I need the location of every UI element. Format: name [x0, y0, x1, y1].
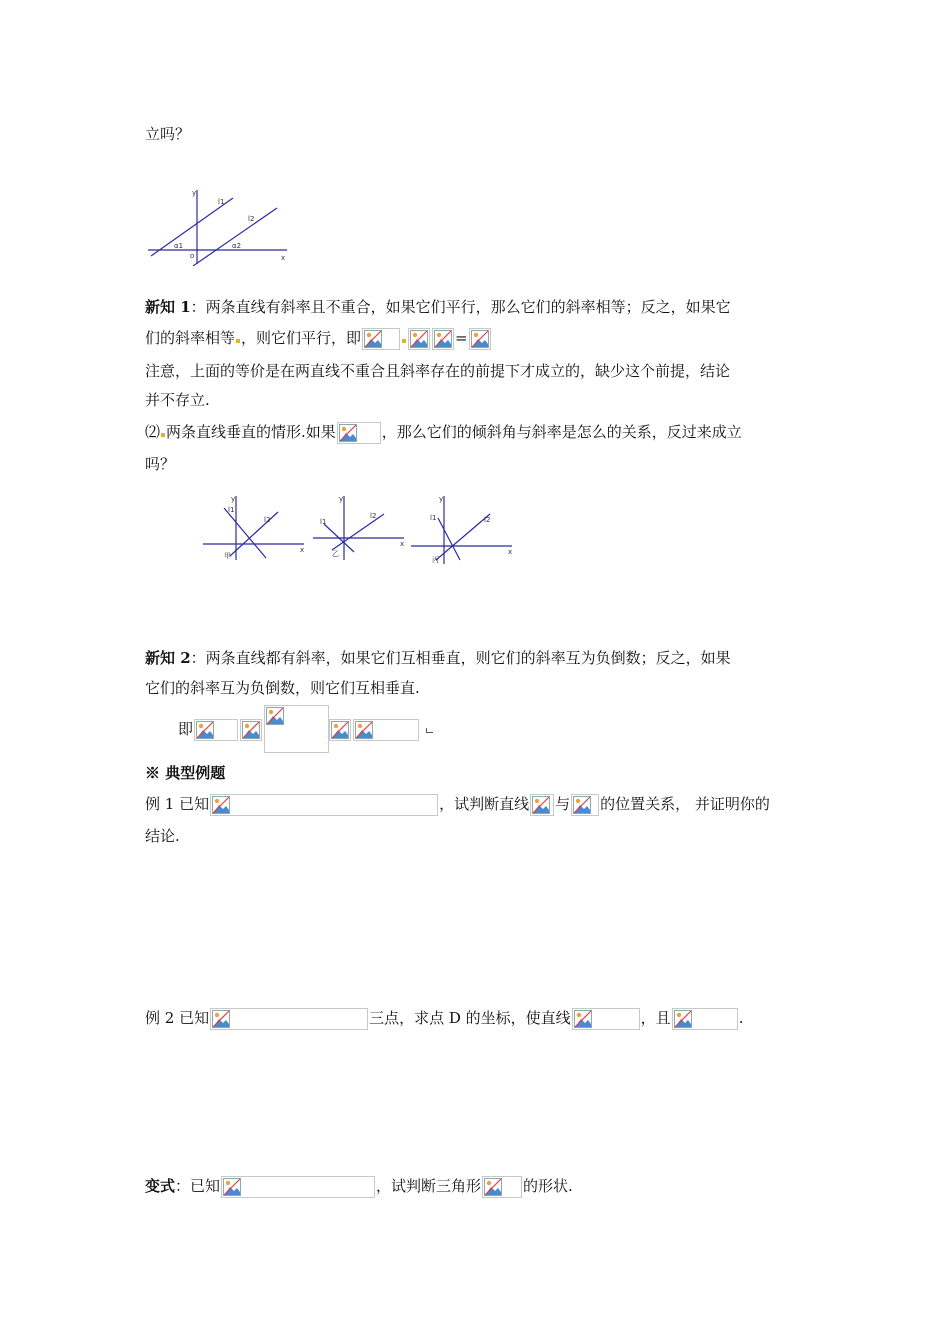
y-axis-label: y — [192, 189, 197, 197]
line-label: l1 — [320, 518, 327, 526]
text-line — [145, 124, 190, 144]
text: ，则它们平行，即 — [241, 329, 362, 347]
broken-image-icon — [339, 424, 357, 442]
text-line — [145, 454, 175, 474]
broken-image-icon — [364, 330, 382, 348]
perpendicular-figure-1 — [200, 494, 310, 566]
text: 并不存立. — [145, 391, 210, 409]
parallel-lines-figure — [145, 186, 295, 266]
formula-image — [672, 1008, 738, 1030]
figure-caption: 乙 — [332, 550, 339, 558]
knowledge-label: 新知 2 — [145, 649, 191, 667]
formula-image — [362, 328, 400, 350]
broken-image-icon — [410, 330, 428, 348]
broken-image-icon — [212, 796, 230, 814]
broken-image-icon — [484, 1178, 502, 1196]
text-line — [145, 297, 731, 317]
text: ：两条直线有斜率且不重合，如果它们平行，那么它们的斜率相等；反之，如果它 — [190, 298, 731, 316]
broken-image-icon — [434, 330, 452, 348]
line-label: l2 — [484, 516, 491, 524]
broken-image-icon — [471, 330, 489, 348]
text-line — [145, 648, 731, 668]
text-line — [145, 1176, 573, 1198]
text: 们的斜率相等 — [145, 329, 236, 347]
formula-image — [571, 794, 599, 816]
y-axis-label: y — [231, 495, 236, 503]
x-axis-label: x — [281, 254, 286, 262]
text: 的形状. — [523, 1177, 573, 1195]
angle-label: α1 — [174, 242, 184, 250]
formula-image — [530, 794, 554, 816]
equals-sign: = — [455, 329, 468, 347]
formula-image — [240, 719, 262, 741]
text: ：两条直线都有斜率，如果它们互相垂直，则它们的斜率互为负倒数；反之，如果 — [190, 649, 731, 667]
formula-image — [432, 328, 454, 350]
figure-caption: 甲 — [224, 552, 231, 560]
broken-image-icon — [532, 796, 550, 814]
text: ，试判断三角形 — [376, 1177, 482, 1195]
text: 结论. — [145, 827, 180, 845]
y-axis-label: y — [339, 495, 344, 503]
text: ，那么它们的倾斜角与斜率是怎么的关系，反过来成立 — [381, 423, 742, 441]
formula-image — [210, 794, 438, 816]
broken-image-icon — [223, 1178, 241, 1196]
text-line — [145, 328, 492, 350]
text-line — [145, 1008, 743, 1030]
x-axis-label: x — [508, 548, 513, 556]
formula-image — [572, 1008, 640, 1030]
angle-label: α2 — [232, 242, 242, 250]
text: ⑵ — [145, 423, 161, 441]
broken-image-icon — [674, 1010, 692, 1028]
text: 吗？ — [145, 455, 176, 473]
broken-image-icon — [266, 707, 284, 725]
perpendicular-figure-3 — [408, 494, 518, 566]
text: ※ 典型例题 — [145, 764, 226, 782]
knowledge-label: 新知 1 — [145, 298, 191, 316]
text: ，试判断直线 — [439, 795, 530, 813]
formula-image — [353, 719, 419, 741]
formula-image — [264, 705, 329, 753]
text: 例 1 已知 — [145, 795, 210, 813]
line-label: l2 — [264, 516, 271, 524]
text: ：已知 — [175, 1177, 221, 1195]
text-line — [145, 826, 180, 846]
text: 的位置关系， 并证明你的 — [600, 795, 770, 813]
broken-image-icon — [331, 721, 349, 739]
x-axis-label: x — [400, 540, 405, 548]
text: 它们的斜率互为负倒数，则它们互相垂直. — [145, 679, 420, 697]
broken-image-icon — [242, 721, 260, 739]
formula-image — [482, 1176, 522, 1198]
formula-image — [337, 422, 381, 444]
figure-caption: 丙 — [432, 556, 439, 564]
line-label: l1 — [228, 506, 235, 514]
text-line — [145, 794, 770, 816]
formula-image — [408, 328, 430, 350]
broken-image-icon — [573, 796, 591, 814]
paragraph-mark-icon — [426, 728, 433, 733]
text: 例 2 已知 — [145, 1009, 210, 1027]
section-title — [145, 763, 225, 783]
formula-line — [178, 718, 263, 741]
origin-label: o — [190, 252, 195, 260]
dot-icon — [402, 339, 406, 343]
text: 即 — [178, 720, 194, 738]
formula-image — [329, 719, 351, 741]
text: 两条直线垂直的情形.如果 — [166, 423, 336, 441]
formula-image — [221, 1176, 375, 1198]
formula-line — [328, 718, 433, 741]
text-line — [145, 361, 730, 381]
text: 注意，上面的等价是在两直线不重合且斜率存在的前提下才成立的，缺少这个前提，结论 — [145, 362, 731, 380]
text-line — [145, 678, 420, 698]
x-axis-label: x — [300, 546, 305, 554]
text: 立吗？ — [145, 125, 191, 143]
text-line — [145, 422, 742, 444]
formula-image — [210, 1008, 368, 1030]
text: 三点，求点 D 的坐标，使直线 — [369, 1009, 571, 1027]
broken-image-icon — [212, 1010, 230, 1028]
text: 与 — [555, 795, 571, 813]
dot-icon — [161, 433, 165, 437]
line-label: l2 — [248, 215, 255, 223]
broken-image-icon — [196, 721, 214, 739]
broken-image-icon — [355, 721, 373, 739]
text: ，且 — [640, 1009, 671, 1027]
formula-image — [469, 328, 491, 350]
broken-image-icon — [574, 1010, 592, 1028]
variant-label: 变式 — [145, 1177, 176, 1195]
text: . — [738, 1009, 744, 1027]
line-label: l2 — [370, 512, 377, 520]
perpendicular-figure-2 — [310, 494, 410, 566]
y-axis-label: y — [439, 495, 444, 503]
line-label: l1 — [218, 198, 225, 206]
formula-image — [194, 719, 238, 741]
text-line — [145, 390, 210, 410]
dot-icon — [236, 339, 240, 343]
line-label: l1 — [430, 514, 437, 522]
